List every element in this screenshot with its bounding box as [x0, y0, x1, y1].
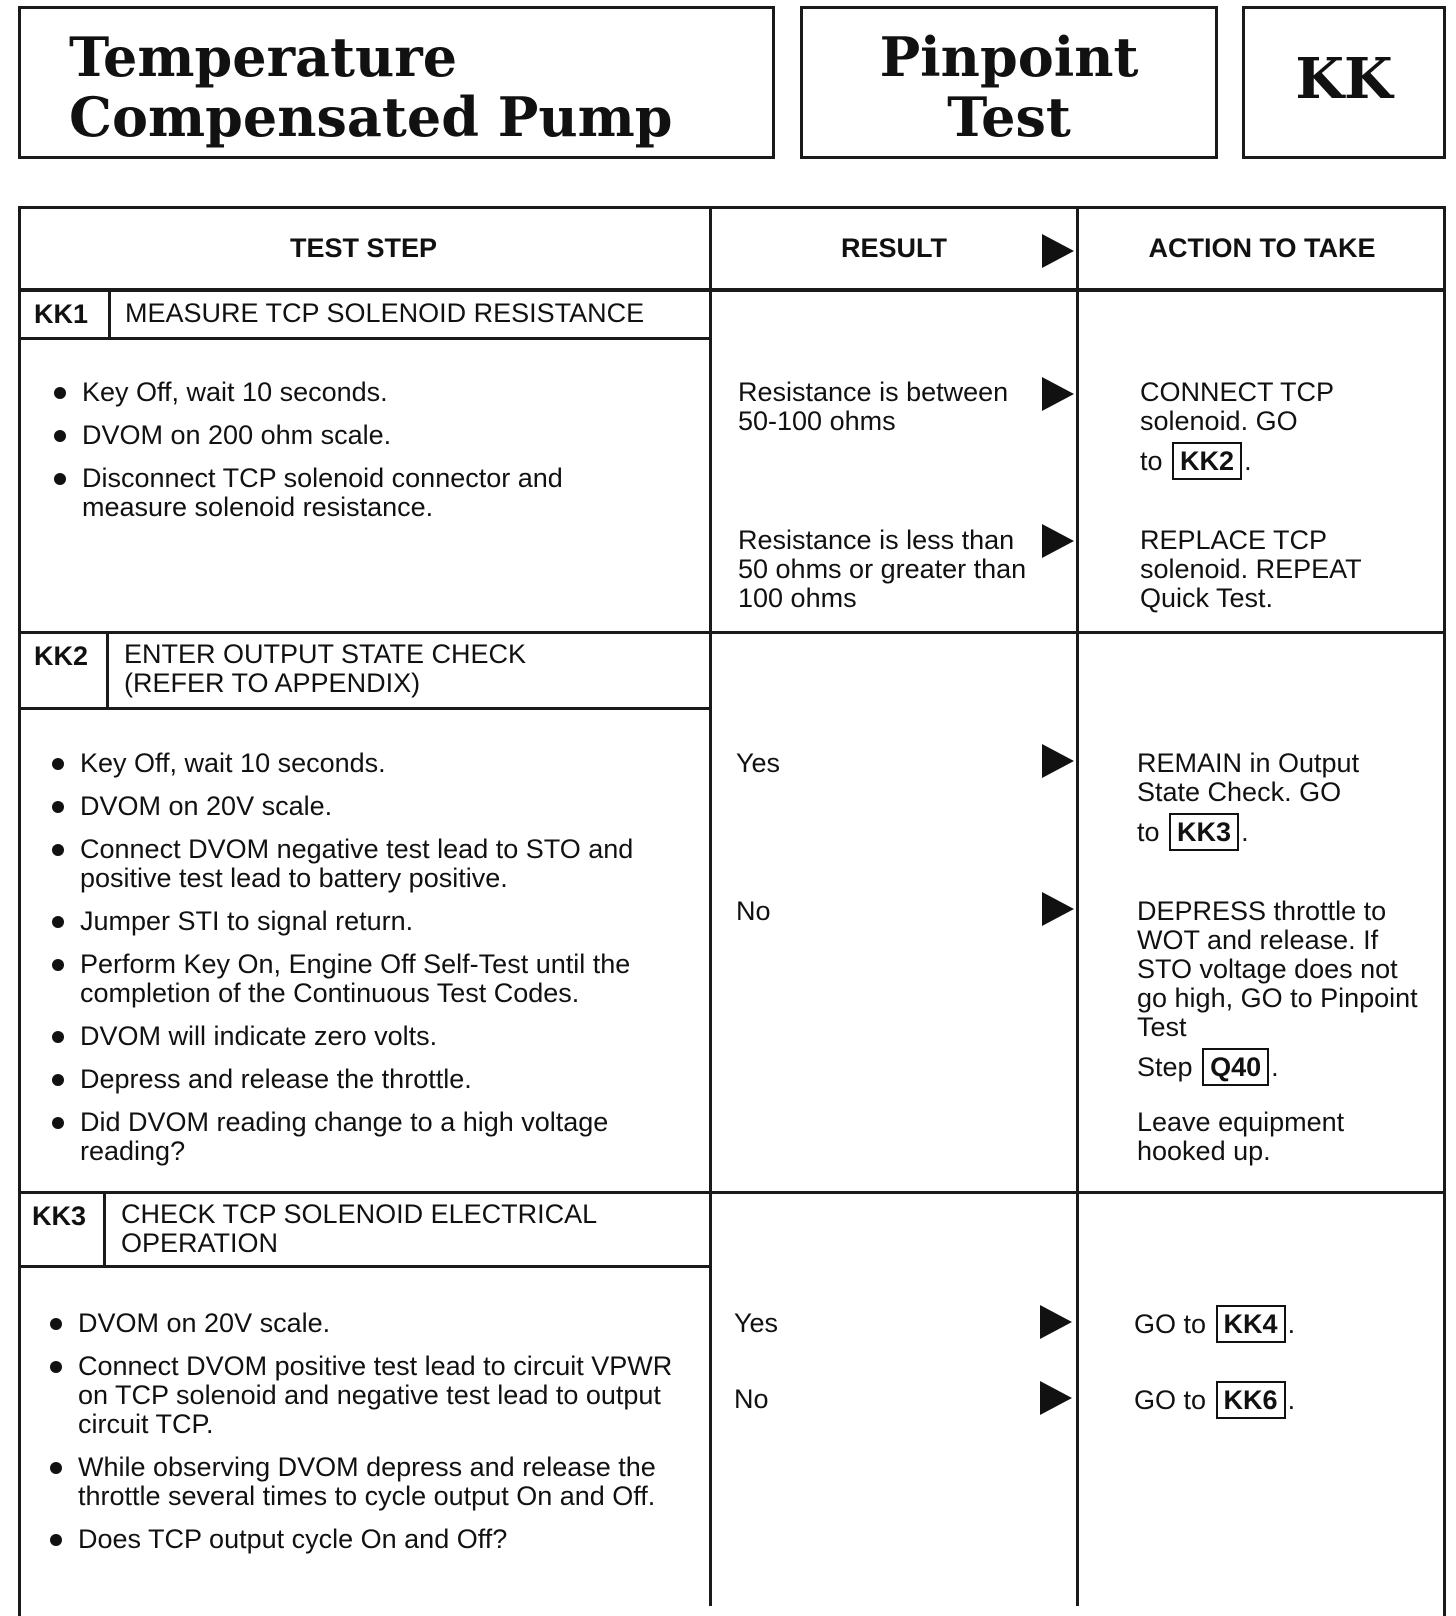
step-title-divider — [18, 337, 709, 340]
result-arrow-icon — [1042, 892, 1074, 926]
result-text: Resistance is less than 50 ohms or greater than 100 ohms — [738, 525, 1027, 613]
action-suffix: . — [1241, 817, 1249, 847]
step-reference-link[interactable]: KK2 — [1172, 442, 1242, 480]
title-line-2: Compensated Pump — [69, 85, 673, 149]
action-prefix: Step — [1137, 1052, 1193, 1082]
action-prefix: GO to — [1134, 1385, 1207, 1415]
action-text — [1134, 1381, 1414, 1419]
test-code: KK — [1295, 46, 1393, 112]
step-divider — [18, 631, 1446, 634]
action-text: REPLACE TCP solenoid. REPEAT Quick Test. — [1140, 525, 1362, 613]
result-text: No — [734, 1384, 769, 1414]
action-suffix: . — [1244, 446, 1252, 476]
result-text: Yes — [736, 748, 781, 778]
instruction-item: Disconnect TCP solenoid connector and measure solenoid resistance. — [50, 464, 650, 522]
result-arrow-icon — [1042, 744, 1074, 778]
step-id-divider — [103, 1193, 106, 1267]
result-text: Resistance is between 50-100 ohms — [738, 377, 1009, 436]
column-divider-action — [1076, 206, 1079, 1606]
action-prefix: GO to — [1134, 1309, 1207, 1339]
step-reference-link[interactable]: KK3 — [1169, 813, 1239, 851]
instruction-item: DVOM on 200 ohm scale. — [50, 421, 650, 450]
column-header-result: RESULT — [841, 233, 947, 263]
action-prefix: to — [1140, 446, 1163, 476]
result-arrow-icon — [1040, 1305, 1072, 1339]
pinpoint-box — [800, 6, 1218, 159]
step-title-line-2: (REFER TO APPENDIX) — [124, 668, 421, 698]
action-suffix: . — [1287, 1385, 1296, 1415]
result-arrow-icon — [1042, 377, 1074, 411]
step-id: KK1 — [34, 299, 89, 329]
step-id: KK2 — [34, 641, 89, 671]
action-note: Leave equipment hooked up. — [1137, 1107, 1345, 1166]
action-instruction: CONNECT TCP solenoid. GO — [1140, 377, 1334, 436]
step-title-divider — [18, 707, 709, 710]
pinpoint-line-2: Test — [947, 85, 1071, 149]
step-reference-link[interactable]: KK6 — [1216, 1381, 1286, 1419]
instruction-item: Depress and release the throttle. — [48, 1065, 688, 1094]
code-box — [1242, 6, 1446, 159]
action-text — [1140, 378, 1420, 480]
instruction-item: Connect DVOM negative test lead to STO and positive test lead to battery positive. — [48, 835, 688, 893]
step-id: KK3 — [32, 1201, 87, 1231]
action-prefix: to — [1137, 817, 1160, 847]
instruction-item: DVOM on 20V scale. — [48, 792, 688, 821]
action-suffix: . — [1271, 1052, 1279, 1082]
instruction-item: DVOM on 20V scale. — [46, 1309, 696, 1338]
header-arrow-icon — [1042, 234, 1074, 268]
instruction-item: Key Off, wait 10 seconds. — [48, 749, 688, 778]
step-id-divider — [106, 633, 109, 709]
step-id-divider — [108, 290, 111, 338]
action-text — [1134, 1305, 1414, 1343]
column-header-action: ACTION TO TAKE — [1148, 233, 1376, 263]
action-goto — [1137, 1048, 1423, 1086]
result-arrow-icon — [1042, 524, 1074, 558]
instruction-item: Did DVOM reading change to a high voltage reading? — [48, 1108, 688, 1166]
step-instructions — [50, 378, 650, 536]
step-title: MEASURE TCP SOLENOID RESISTANCE — [125, 298, 645, 328]
action-instruction: DEPRESS throttle to WOT and release. If STO voltage does not go high, GO to Pinpoint Test — [1137, 896, 1418, 1042]
step-title-line-1: ENTER OUTPUT STATE CHECK — [124, 639, 527, 669]
step-title-line-1: CHECK TCP SOLENOID ELECTRICAL — [121, 1199, 598, 1229]
title-box — [18, 6, 775, 159]
result-arrow-icon — [1040, 1381, 1072, 1415]
action-text — [1137, 897, 1423, 1166]
instruction-item: While observing DVOM depress and release the throttle several times to cycle output On and Off. — [46, 1453, 696, 1511]
instruction-item: Key Off, wait 10 seconds. — [50, 378, 650, 407]
step-title — [124, 640, 526, 698]
page-title — [69, 27, 673, 147]
step-reference-link[interactable]: Q40 — [1202, 1048, 1269, 1086]
result-text: Yes — [734, 1308, 779, 1338]
result-text: No — [736, 896, 771, 926]
step-instructions — [48, 749, 688, 1180]
action-suffix: . — [1287, 1309, 1296, 1339]
instruction-item: Perform Key On, Engine Off Self-Test until the completion of the Continuous Test Codes. — [48, 950, 688, 1008]
pinpoint-label — [803, 27, 1215, 147]
step-instructions — [46, 1309, 696, 1568]
pinpoint-line-1: Pinpoint — [879, 25, 1139, 89]
step-reference-link[interactable]: KK4 — [1216, 1305, 1286, 1343]
step-title-divider — [18, 1265, 709, 1268]
column-header-test-step: TEST STEP — [289, 233, 438, 263]
step-title — [121, 1200, 597, 1258]
header-divider — [18, 288, 1446, 292]
instruction-item: Connect DVOM positive test lead to circuit VPWR on TCP solenoid and negative test lead to output circuit TCP. — [46, 1352, 696, 1439]
step-title-line-2: OPERATION — [121, 1228, 279, 1258]
action-goto — [1140, 442, 1420, 480]
action-instruction: REMAIN in Output State Check. GO — [1137, 748, 1360, 807]
instruction-item: Jumper STI to signal return. — [48, 907, 688, 936]
title-line-1: Temperature — [69, 25, 458, 89]
action-goto — [1137, 813, 1417, 851]
column-divider-result — [709, 206, 712, 1606]
instruction-item: Does TCP output cycle On and Off? — [46, 1525, 696, 1554]
instruction-item: DVOM will indicate zero volts. — [48, 1022, 688, 1051]
action-text — [1137, 749, 1417, 851]
step-divider — [18, 1191, 1446, 1194]
